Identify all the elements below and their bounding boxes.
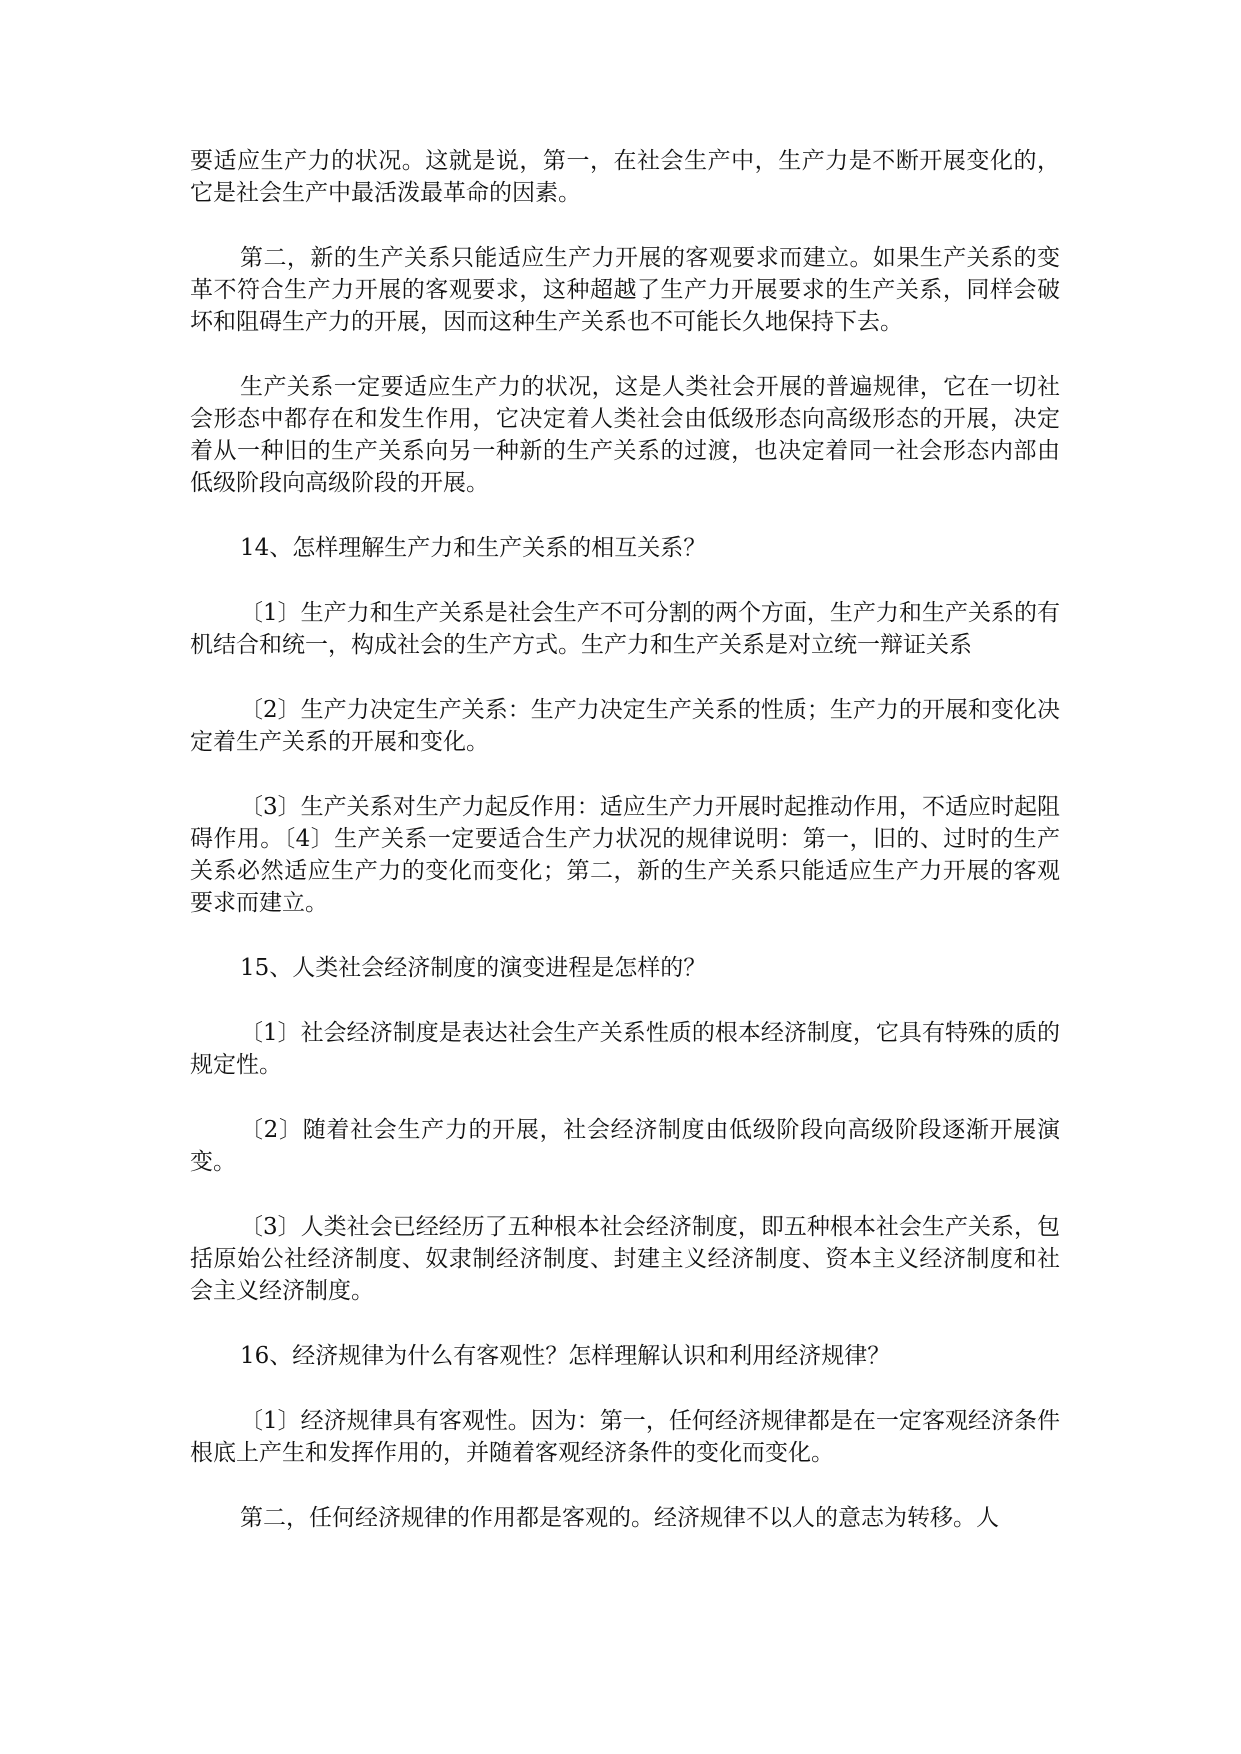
answer-16-point-2: 第二，任何经济规律的作用都是客观的。经济规律不以人的意志为转移。人: [240, 1505, 999, 1531]
answer-16-point-1: 〔1〕经济规律具有客观性。因为：第一，任何经济规律都是在一定客观经济条件根底上产生和发挥作用的，并随着客观经济条件的变化而变化。: [190, 1408, 1060, 1466]
answer-15-point-2: 〔2〕随着社会生产力的开展，社会经济制度由低级阶段向高级阶段逐渐开展演变。: [190, 1117, 1060, 1175]
answer-14-point-2: 〔2〕生产力决定生产关系：生产力决定生产关系的性质；生产力的开展和变化决定着生产关系的开展和变化。: [190, 697, 1060, 755]
answer-15-point-3: 〔3〕人类社会已经经历了五种根本社会经济制度，即五种根本社会生产关系，包括原始公社经济制度、奴隶制经济制度、封建主义经济制度、资本主义经济制度和社会主义经济制度。: [190, 1214, 1060, 1304]
question-16: 16、经济规律为什么有客观性？怎样理解认识和利用经济规律？: [240, 1343, 891, 1369]
question-15: 15、人类社会经济制度的演变进程是怎样的？: [240, 955, 707, 981]
answer-14-point-1: 〔1〕生产力和生产关系是社会生产不可分割的两个方面，生产力和生产关系的有机结合和统一，构成社会的生产方式。生产力和生产关系是对立统一辩证关系: [190, 600, 1060, 658]
document-body: [190, 145, 1060, 1567]
paragraph-3: 生产关系一定要适应生产力的状况，这是人类社会开展的普遍规律，它在一切社会形态中都存在和发生作用，它决定着人类社会由低级形态向高级形态的开展，决定着从一种旧的生产关系向另一种新的生产关系的过渡，也决定着同一社会形态内部由低级阶段向高级阶段的开展。: [190, 374, 1060, 496]
paragraph-2: 第二，新的生产关系只能适应生产力开展的客观要求而建立。如果生产关系的变革不符合生产力开展的客观要求，这种超越了生产力开展要求的生产关系，同样会破坏和阻碍生产力的开展，因而这种生产关系也不可能长久地保持下去。: [190, 245, 1060, 335]
paragraph-1: 要适应生产力的状况。这就是说，第一，在社会生产中，生产力是不断开展变化的，它是社会生产中最活泼最革命的因素。: [190, 148, 1060, 206]
answer-14-point-3-4: 〔3〕生产关系对生产力起反作用：适应生产力开展时起推动作用，不适应时起阻碍作用。〔4〕生产关系一定要适合生产力状况的规律说明：第一，旧的、过时的生产关系必然适应生产力的变化而变化；第二，新的生产关系只能适应生产力开展的客观要求而建立。: [190, 794, 1060, 916]
answer-15-point-1: 〔1〕社会经济制度是表达社会生产关系性质的根本经济制度，它具有特殊的质的规定性。: [190, 1020, 1060, 1078]
question-14: 14、怎样理解生产力和生产关系的相互关系？: [240, 535, 707, 561]
